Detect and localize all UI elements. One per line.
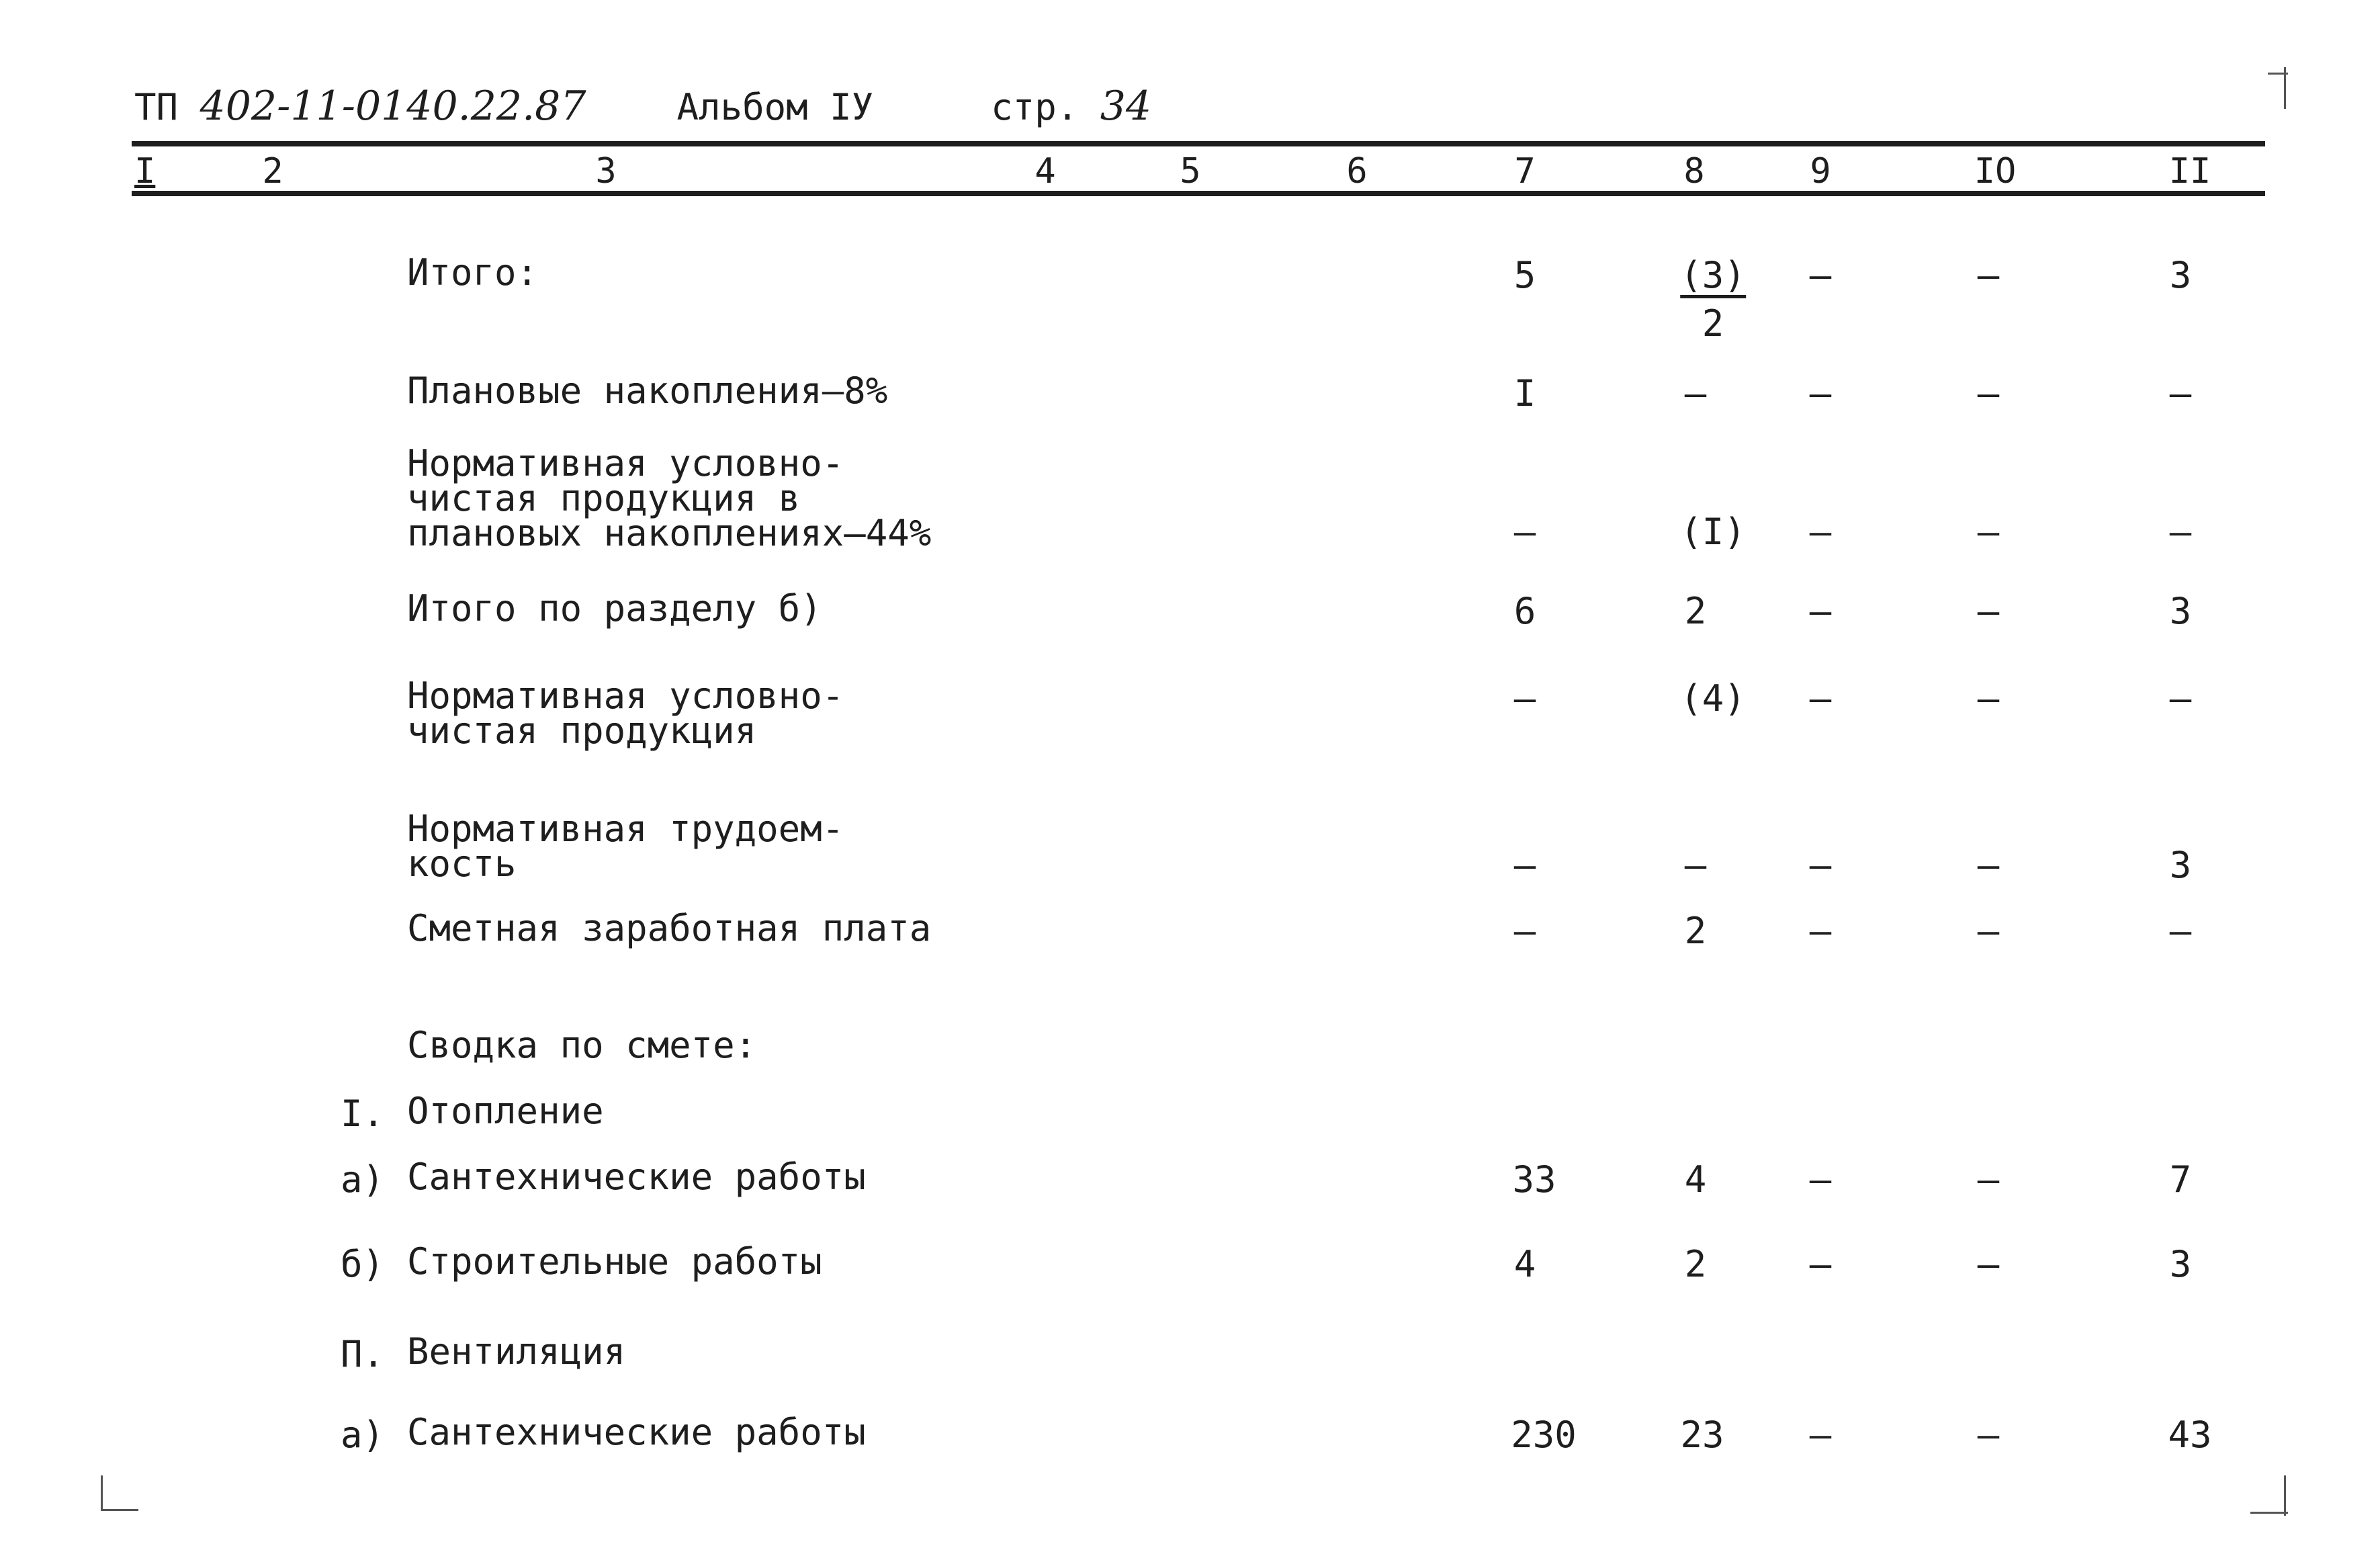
cell-col8: – <box>1684 372 1707 415</box>
cell-col9: – <box>1809 372 1832 415</box>
cell-col7: – <box>1513 844 1536 886</box>
cell-col7: 5 <box>1513 254 1536 296</box>
column-number: 6 <box>1346 151 1368 191</box>
cell-col10: – <box>1977 1158 2000 1201</box>
row-label: Вентиляция <box>407 1330 626 1373</box>
cell-col10: – <box>1977 254 2000 296</box>
cell-col11: 7 <box>2169 1158 2192 1201</box>
cell-col8: 2 <box>1684 590 1707 632</box>
cell-col11: – <box>2169 372 2192 415</box>
table-top-rule <box>132 141 2265 146</box>
crop-mark-bottom-right <box>2250 1512 2288 1514</box>
cell-col8: – <box>1684 844 1707 886</box>
column-number: 8 <box>1683 151 1705 191</box>
cell-col7: 4 <box>1513 1243 1536 1285</box>
cell-col11: 3 <box>2169 844 2192 886</box>
column-number: IO <box>1974 151 2017 191</box>
row-label: Плановые накопления–8% <box>407 370 888 412</box>
cell-col8: 2 <box>1684 910 1707 952</box>
album-label: Альбом IУ <box>676 86 874 128</box>
cell-col7: – <box>1513 677 1536 720</box>
item-mark: а) <box>340 1414 384 1456</box>
cell-col11: 43 <box>2168 1414 2212 1456</box>
column-number: I <box>134 151 156 191</box>
row-label: Итого по разделу б) <box>407 587 822 630</box>
tp-label: ТП <box>134 86 179 128</box>
column-number: II <box>2168 151 2211 191</box>
cell-col9: – <box>1809 254 1832 296</box>
cell-col10: – <box>1977 1414 2000 1456</box>
cell-col8: 4 <box>1684 1158 1707 1201</box>
column-number: 2 <box>262 151 283 191</box>
cell-col7: – <box>1513 511 1536 553</box>
cell-col9: – <box>1809 511 1832 553</box>
cell-col10: – <box>1977 677 2000 720</box>
row-label: Нормативная условно- чистая продукция в плановых накоплениях–44% <box>407 442 932 554</box>
column-number: 4 <box>1034 151 1056 191</box>
item-mark: а) <box>340 1158 384 1201</box>
cell-col7: 33 <box>1512 1158 1556 1201</box>
cell-col10: – <box>1977 844 2000 886</box>
cell-col11: – <box>2169 511 2192 553</box>
section-number: П. <box>340 1333 384 1375</box>
cell-col8-value: (3) <box>1680 259 1746 298</box>
cell-col9: – <box>1809 1158 1832 1201</box>
column-number: 5 <box>1180 151 1201 191</box>
tp-number: 402-11-0140.22.87 <box>200 83 586 130</box>
cell-col11: 3 <box>2169 1243 2192 1285</box>
row-label: Сантехнические работы <box>407 1156 866 1198</box>
cell-col9: – <box>1809 1414 1832 1456</box>
cell-col11: 3 <box>2169 590 2192 632</box>
cell-col8: (4) <box>1680 677 1746 720</box>
cell-col9: – <box>1809 677 1832 720</box>
cell-col10: – <box>1977 1243 2000 1285</box>
column-number: 9 <box>1810 151 1831 191</box>
column-number: 3 <box>595 151 617 191</box>
cell-col8: 2 <box>1684 1243 1707 1285</box>
cell-col11: – <box>2169 677 2192 720</box>
document-header <box>134 79 1151 133</box>
row-label: Сантехнические работы <box>407 1411 866 1453</box>
section-heading: Сводка по смете: <box>407 1024 757 1066</box>
cell-col9: – <box>1809 910 1832 952</box>
cell-col9: – <box>1809 1243 1832 1285</box>
row-label: Отопление <box>407 1090 604 1132</box>
cell-col9: – <box>1809 844 1832 886</box>
row-label: Сметная заработная плата <box>407 907 932 949</box>
cell-col10: – <box>1977 511 2000 553</box>
column-number: 7 <box>1514 151 1536 191</box>
row-label: Нормативная условно- чистая продукция <box>407 675 844 752</box>
cell-col7: I <box>1513 372 1536 415</box>
row-label: Нормативная трудоем- кость <box>407 808 844 885</box>
page-number: 34 <box>1100 83 1152 130</box>
cell-col11: 3 <box>2169 254 2192 296</box>
crop-mark-bottom-left <box>101 1475 103 1510</box>
cell-col8 <box>1680 255 1746 344</box>
crop-mark-bottom-right <box>2284 1475 2286 1516</box>
cell-col7: – <box>1513 910 1536 952</box>
cell-col9: – <box>1809 590 1832 632</box>
cell-col8: (I) <box>1680 511 1746 553</box>
page-label: стр. <box>991 86 1079 128</box>
cell-col11: – <box>2169 910 2192 952</box>
row-label: Строительные работы <box>407 1240 822 1283</box>
cell-col7: 230 <box>1511 1414 1577 1456</box>
cell-col10: – <box>1977 590 2000 632</box>
crop-mark-bottom-left <box>101 1509 138 1511</box>
crop-mark-top-right <box>2268 73 2288 75</box>
item-mark: б) <box>340 1243 384 1285</box>
row-label: Итого: <box>407 251 539 294</box>
section-number: I. <box>340 1092 384 1135</box>
cell-col10: – <box>1977 910 2000 952</box>
cell-col8: 23 <box>1680 1414 1724 1456</box>
cell-col7: 6 <box>1513 590 1536 632</box>
cell-col8-subvalue: 2 <box>1702 302 1724 345</box>
cell-col10: – <box>1977 372 2000 415</box>
